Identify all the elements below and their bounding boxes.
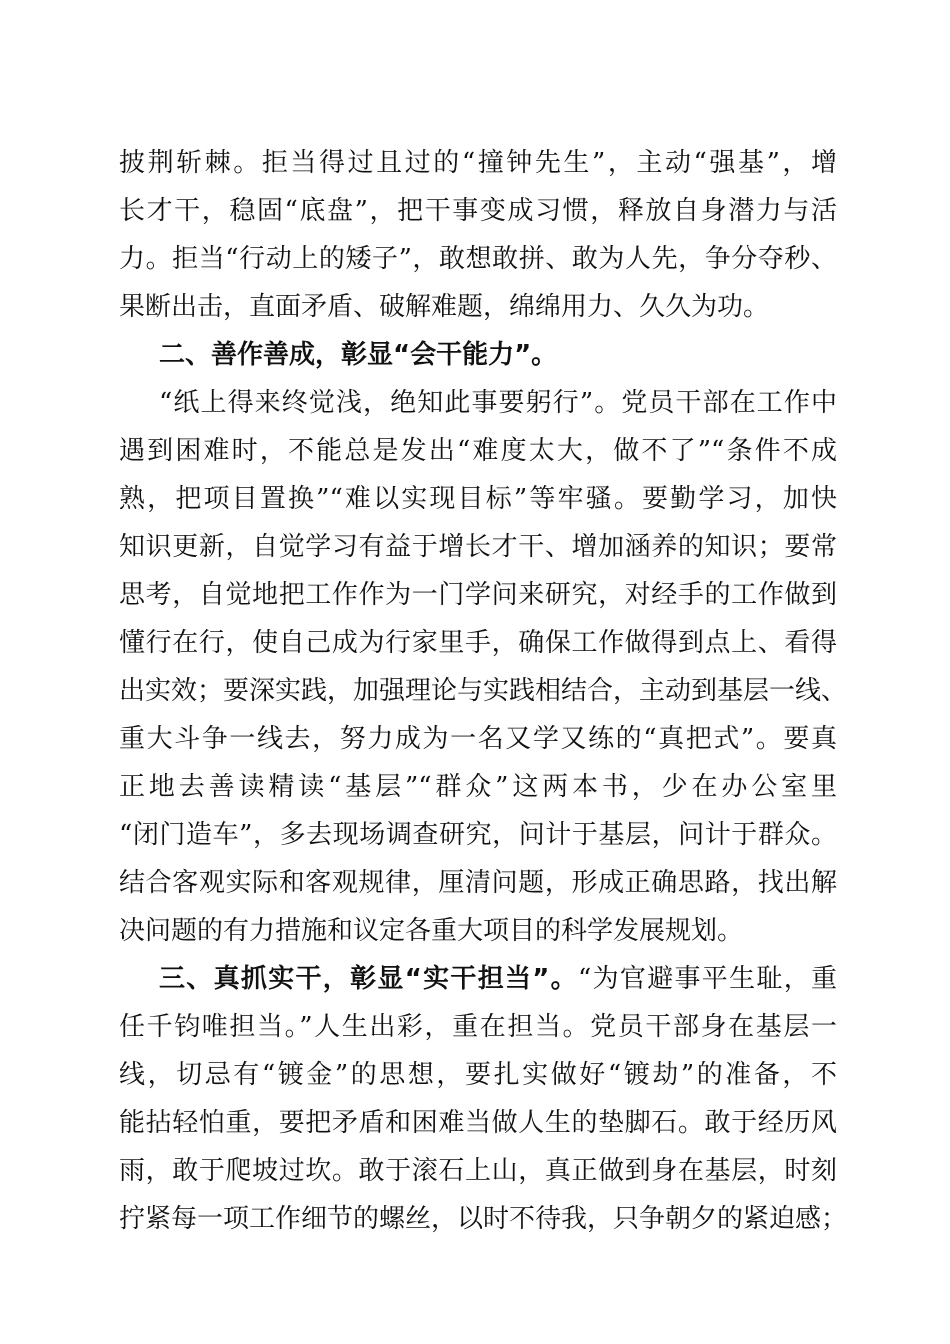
paragraph-line: 正地去善读精读“基层”“群众”这两本书，少在办公室里 <box>119 772 837 802</box>
section-heading-two: 二、善作善成，彰显“会干能力”。 <box>159 340 558 370</box>
paragraph-line: 披荆斩棘。拒当得过且过的“撞钟先生”，主动“强基”，增 <box>119 148 837 178</box>
document-body <box>119 139 848 1243</box>
paragraph-line: 重大斗争一线去，努力成为一名又学又练的“真把式”。要真 <box>119 724 837 754</box>
paragraph-line: 结合客观实际和客观规律，厘清问题，形成正确思路，找出解 <box>119 868 837 898</box>
paragraph-line: 果断出击，直面矛盾、破解难题，绵绵用力、久久为功。 <box>119 292 770 322</box>
paragraph-line: “闭门造车”，多去现场调查研究，问计于基层，问计于群众。 <box>119 820 837 850</box>
paragraph-line: 熟，把项目置换”“难以实现目标”等牢骚。要勤学习，加快 <box>119 484 837 514</box>
paragraph-line: 线，切忌有“镀金”的思想，要扎实做好“镀劫”的准备，不 <box>119 1060 837 1090</box>
paragraph-line: 决问题的有力措施和议定各重大项目的科学发展规划。 <box>119 916 744 946</box>
section-heading-three: 三、真抓实干，彰显“实干担当”。 <box>159 964 578 994</box>
paragraph-line: 力。拒当“行动上的矮子”，敢想敢拼、敢为人先，争分夺秒、 <box>119 244 837 274</box>
paragraph-line: 能拈轻怕重，要把矛盾和困难当做人生的垫脚石。敢于经历风 <box>119 1108 837 1138</box>
paragraph-line: 拧紧每一项工作细节的螺丝，以时不待我，只争朝夕的紧迫感； <box>119 1204 848 1234</box>
section-three-first-line <box>119 955 837 1003</box>
paragraph-line: 知识更新，自觉学习有益于增长才干、增加涵养的知识；要常 <box>119 532 837 562</box>
paragraph-line: 懂行在行，使自己成为行家里手，确保工作做得到点上、看得 <box>119 628 837 658</box>
paragraph-line: 雨，敢于爬坡过坎。敢于滚石上山，真正做到身在基层，时刻 <box>119 1156 837 1186</box>
paragraph-line: 出实效；要深实践，加强理论与实践相结合，主动到基层一线、 <box>119 676 848 706</box>
paragraph-line: 思考，自觉地把工作作为一门学问来研究，对经手的工作做到 <box>119 580 837 610</box>
paragraph-line: “纸上得来终觉浅，绝知此事要躬行”。党员干部在工作中 <box>159 388 837 418</box>
paragraph-text: “为官避事平生耻，重 <box>578 964 837 994</box>
paragraph-line: 长才干，稳固“底盘”，把干事变成习惯，释放自身潜力与活 <box>119 196 837 226</box>
paragraph-line: 任千钧唯担当。”人生出彩，重在担当。党员干部身在基层一 <box>119 1012 837 1042</box>
paragraph-line: 遇到困难时，不能总是发出“难度太大，做不了”“条件不成 <box>119 436 837 466</box>
